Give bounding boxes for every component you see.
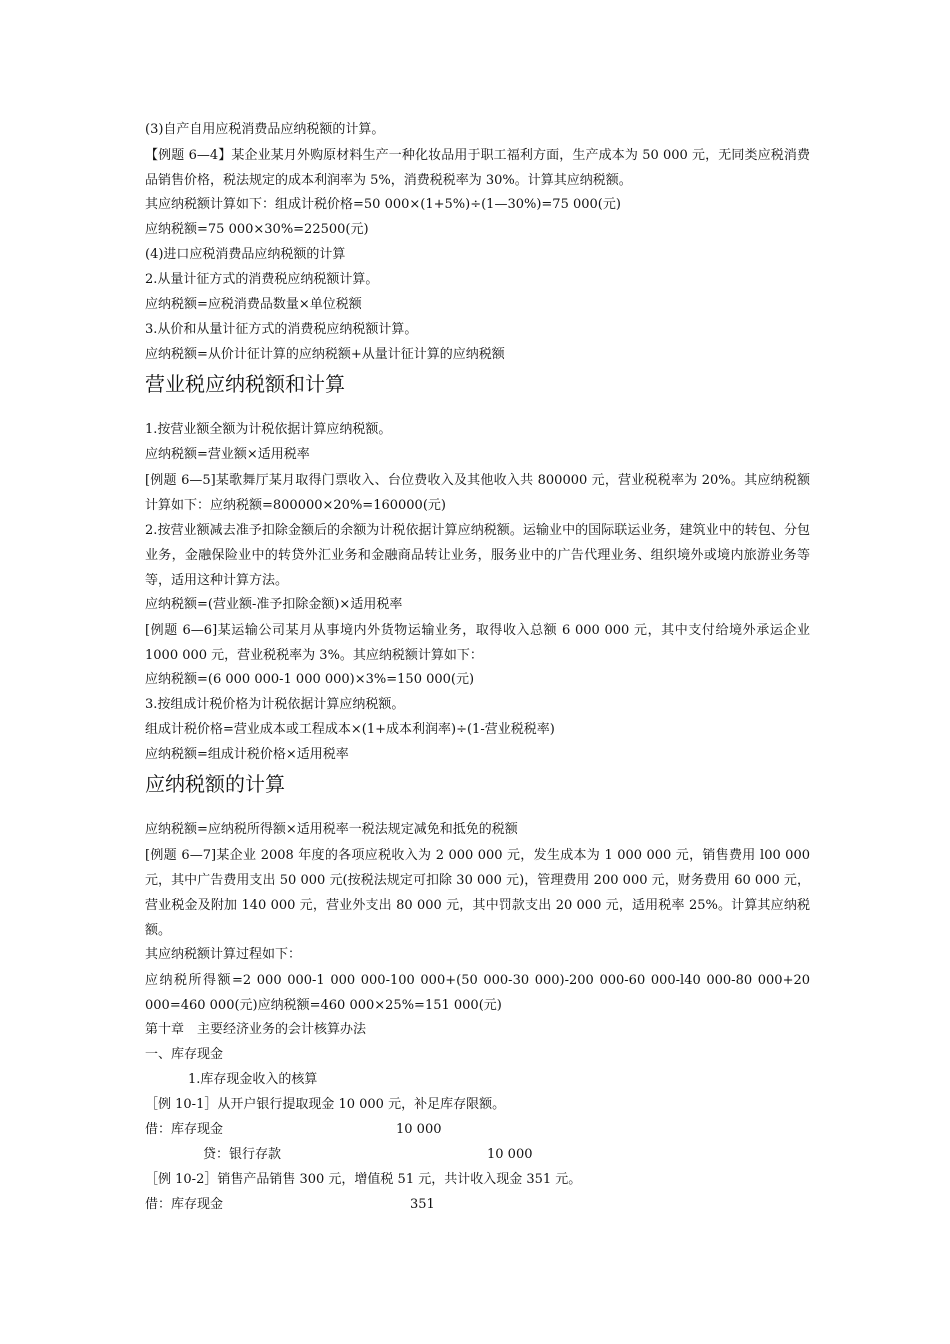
text-line: 2.从量计征方式的消费税应纳税额计算。 [145, 272, 379, 287]
text-line: 应纳税额=从价计征计算的应纳税额+从量计征计算的应纳税额 [145, 347, 505, 362]
journal-credit-label: 贷：银行存款 [203, 1147, 282, 1162]
section-title: 一、库存现金 [145, 1047, 224, 1062]
text-line: 应纳税额=组成计税价格×适用税率 [145, 747, 349, 762]
journal-debit-label: 借：库存现金 [145, 1197, 224, 1212]
example-6-6-paragraph: [例题 6—6]某运输公司某月从事境内外货物运输业务，取得收入总额 6 000 000 元，其中支付给境外承运企业 1000 000 元，营业税税率为 3%。其应纳税额计算如下： [145, 623, 810, 663]
method-2-paragraph: 2.按营业额减去准予扣除金额后的余额为计税依据计算应纳税额。运输业中的国际联运业务，建筑业中的转包、分包业务，金融保险业中的转贷外汇业务和金融商品转让业务，服务业中的广告代理业务、组织境外或境内旅游业务等等，适用这种计算方法。 [145, 523, 810, 588]
example-6-4-paragraph: 【例题 6—4】某企业某月外购原材料生产一种化妆品用于职工福利方面，生产成本为 50 000 元，无同类应税消费品销售价格，税法规定的成本利润率为 5%，消费税税率为 30%。计算其应纳税额。 [145, 148, 810, 188]
example-6-7-paragraph: [例题 6—7]某企业 2008 年度的各项应税收入为 2 000 000 元，发生成本为 1 000 000 元，销售费用 l00 000 元，其中广告费用支出 50 000 元(按税法规定可扣除 30 000 元)，管理费用 200 000 元，财务费用 60 000 元，营业税金及附加 140 000 元，营业外支出 80 000 元，其中罚款支出 20 000 元，适用税率 25%。计算其应纳税额。 [145, 848, 810, 938]
journal-debit-amount: 10 000 [396, 1122, 442, 1137]
example-10-2: ［例 10-2］销售产品销售 300 元，增值税 51 元，共计收入现金 351 元。 [145, 1172, 582, 1187]
text-line: 其应纳税额计算如下：组成计税价格=50 000×(1+5%)÷(1—30%)=75 000(元) [145, 197, 621, 212]
journal-debit-amount: 351 [410, 1197, 435, 1212]
text-line: 组成计税价格=营业成本或工程成本×(1+成本利润率)÷(1-营业税税率) [145, 722, 555, 737]
text-line: 应纳税额=75 000×30%=22500(元) [145, 222, 369, 237]
section-heading-business-tax: 营业税应纳税额和计算 [145, 372, 345, 396]
text-line: 3.从价和从量计征方式的消费税应纳税额计算。 [145, 322, 418, 337]
text-line: 应纳税额=应税消费品数量×单位税额 [145, 297, 362, 312]
text-line: 其应纳税额计算过程如下： [145, 947, 302, 962]
text-line: (4)进口应税消费品应纳税额的计算 [145, 247, 346, 262]
text-line: 应纳税额=应纳税所得额×适用税率一税法规定减免和抵免的税额 [145, 822, 518, 837]
text-line: 应纳税额=(6 000 000-1 000 000)×3%=150 000(元) [145, 672, 475, 687]
text-line: 应纳税额=营业额×适用税率 [145, 447, 310, 462]
chapter-title: 第十章 主要经济业务的会计核算办法 [145, 1022, 367, 1037]
calculation-paragraph: 应纳税所得额=2 000 000-1 000 000-100 000+(50 000-30 000)-200 000-60 000-l40 000-80 000+20 000=460 000(元)应纳税额=460 000×25%=151 000(元) [145, 973, 810, 1013]
text-line: 3.按组成计税价格为计税依据计算应纳税额。 [145, 697, 405, 712]
example-6-5-paragraph: [例题 6—5]某歌舞厅某月取得门票收入、台位费收入及其他收入共 800000 元，营业税税率为 20%。其应纳税额计算如下：应纳税额=800000×20%=160000(元) [145, 473, 810, 513]
example-10-1: ［例 10-1］从开户银行提取现金 10 000 元，补足库存限额。 [145, 1097, 506, 1112]
text-line: (3)自产自用应税消费品应纳税额的计算。 [145, 122, 385, 137]
text-line: 应纳税额=(营业额-准予扣除金额)×适用税率 [145, 597, 403, 612]
journal-debit-label: 借：库存现金 [145, 1122, 224, 1137]
section-heading-tax-calculation: 应纳税额的计算 [145, 772, 285, 796]
subsection-title: 1.库存现金收入的核算 [188, 1072, 318, 1087]
journal-credit-amount: 10 000 [487, 1147, 533, 1162]
text-line: 1.按营业额全额为计税依据计算应纳税额。 [145, 422, 392, 437]
